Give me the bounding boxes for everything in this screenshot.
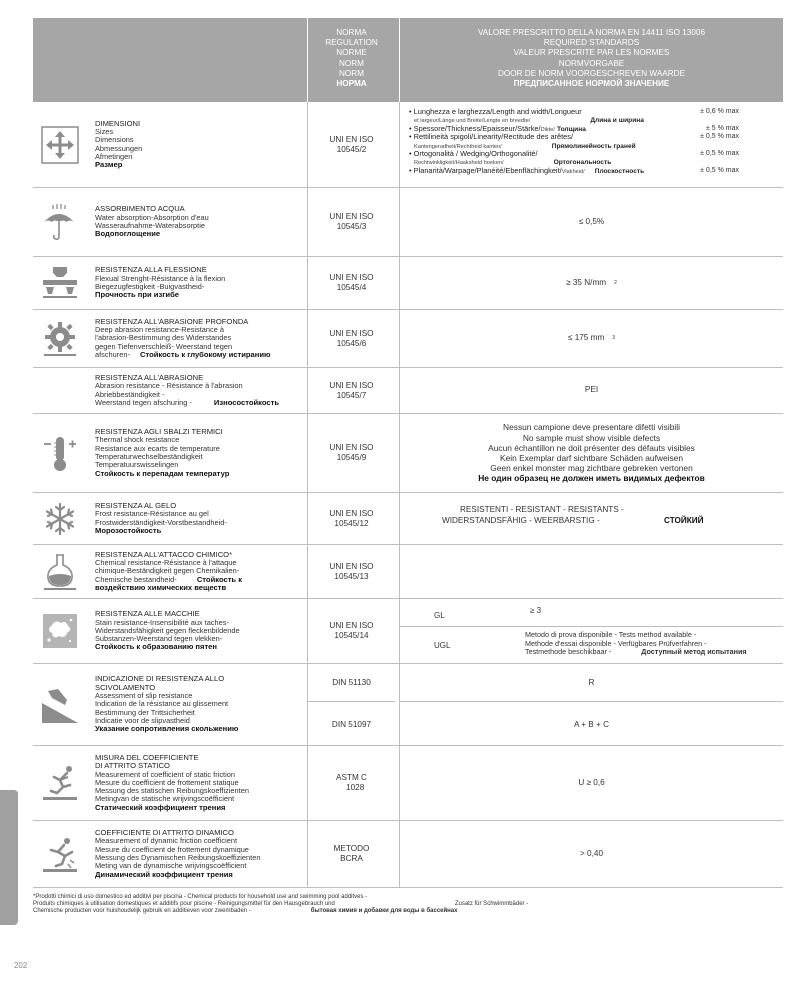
value-cell — [399, 188, 783, 256]
norm-cell — [307, 102, 395, 187]
row-title: RESISTENZA ALL'ATTACCO CHIMICO* — [95, 549, 233, 559]
value-cell — [399, 664, 783, 702]
norm-line: BCRA — [340, 854, 363, 863]
gl-value: ≥ 3 — [530, 606, 542, 615]
thermometer-icon — [40, 433, 80, 473]
tolerance-value: ± 0,5 % max — [700, 166, 739, 174]
desc-line: Chemical resistance-Résistance à l'attaque — [95, 558, 237, 568]
press-icon — [40, 263, 80, 303]
desc-line: Temperaturwechselbeständigkeit — [95, 452, 203, 461]
norm-line: UNI EN ISO — [329, 328, 374, 338]
value-cell — [399, 545, 783, 598]
value-cell — [399, 821, 783, 887]
header-value — [399, 18, 783, 102]
icon-cell — [33, 746, 87, 820]
value-text: A + B + C — [573, 719, 610, 729]
value-text: PEI — [584, 385, 599, 395]
norm-cell — [307, 664, 395, 702]
tolerance-text: • Ortogonalità / Wedging/Orthogonalité/ — [409, 148, 538, 158]
tolerance-ru: Ортогональность — [553, 159, 612, 167]
desc-line: Chemische bestandheid- — [95, 574, 177, 584]
icon-cell — [33, 599, 87, 663]
value-cell — [399, 702, 783, 746]
desc-line: SCIVOLAMENTO — [95, 682, 156, 692]
flask-icon — [40, 552, 80, 592]
desc-line: Frostwiderständigkeit-Vorstbestandheid- — [95, 517, 227, 527]
value-text: U ≥ 0,6 — [578, 777, 605, 787]
arrows-icon — [40, 125, 80, 165]
value-text: > 0,40 — [580, 848, 603, 858]
desc-line: Thermal shock resistance — [95, 435, 180, 445]
row-title: INDICAZIONE DI RESISTENZA ALLO — [95, 674, 225, 684]
stain-ugl-cell — [399, 627, 783, 664]
desc-line: Frost resistance-Résistance au gel — [95, 509, 209, 519]
tolerance-small: Dikte/ — [540, 126, 555, 133]
desc-line: Biegezugfestigkeit -Buigvastheid- — [95, 282, 205, 291]
norm-line: 10545/2 — [336, 144, 367, 154]
desc-ru: Динамический коэффициент трения — [95, 869, 233, 879]
desc-line: Dimensions — [95, 135, 134, 145]
tolerance-ru: Прямолинейность граней — [551, 142, 636, 150]
section-tab — [0, 790, 18, 925]
desc-line: Afmetingen — [95, 151, 133, 161]
norm-line: 1028 — [346, 783, 365, 792]
description — [95, 414, 305, 492]
tolerance-line — [409, 133, 739, 141]
icon-cell — [33, 310, 87, 367]
norm-line: METODO — [333, 844, 370, 853]
value-cell — [399, 414, 783, 492]
tolerance-value: ± 0,6 % max — [700, 108, 739, 115]
gl-label: GL — [434, 611, 445, 620]
icon-cell — [33, 493, 87, 544]
row-water-absorption — [33, 188, 783, 257]
description — [95, 310, 305, 367]
desc-line: Mesure du coefficient de frottement dynamique — [95, 844, 249, 854]
desc-line: Indication de la résistance au glissement — [95, 699, 229, 709]
norm-cell — [307, 545, 395, 598]
header-norm-en: REGULATION — [325, 38, 378, 48]
tolerance-line — [409, 167, 739, 175]
row-flexural-strength — [33, 257, 783, 310]
value-line: Geen enkel monster mag zichtbare gebreken vertonen — [490, 463, 693, 474]
desc-line: chimique-Beständigkeit gegen Chemikalien- — [95, 566, 240, 576]
row-title: RESISTENZA AGLI SBALZI TERMICI — [95, 427, 223, 437]
norm-cell — [307, 821, 395, 887]
desc-ru: воздействию химических веществ — [95, 582, 227, 592]
desc-line: Mesure du coefficient de frottement statique — [95, 777, 239, 787]
norm-cell — [307, 188, 395, 256]
norm-line: UNI EN ISO — [329, 273, 374, 282]
norm-cell — [307, 310, 395, 367]
umbrella-icon — [40, 202, 80, 242]
desc-ru: Прочность при изгибе — [95, 290, 179, 300]
row-chemical-resistance — [33, 545, 783, 599]
value-cell — [399, 310, 783, 367]
desc-ru: Морозостойкость — [95, 525, 162, 535]
value-line: No sample must show visible defects — [522, 432, 661, 443]
norm-line: 10545/12 — [334, 518, 369, 528]
tolerance-ru: Плоскостность — [594, 167, 645, 175]
footnote-line: Zusatz für Schwimmbäder - — [454, 901, 529, 907]
desc-line: Messung des statischen Reibungskoeffizienten — [95, 786, 249, 796]
table-header — [33, 18, 783, 102]
slope-shoe-icon — [40, 685, 80, 725]
row-slip-resistance — [33, 664, 783, 746]
snowflake-icon — [40, 499, 80, 539]
desc-line: Weerstand tegen afschuring - — [95, 397, 192, 407]
norm-line: 10545/13 — [334, 571, 369, 581]
footnote-ru: бытовая химия и добавки для воды в бассейнах — [310, 908, 458, 914]
desc-line: Assessment of slip resistance — [95, 691, 193, 701]
icon-cell — [33, 414, 87, 492]
description — [95, 188, 305, 256]
tolerance-small: Rechtwinkligkeit/Haaksheid hoeken/ — [414, 160, 504, 167]
description — [95, 493, 305, 544]
row-thermal-shock — [33, 414, 783, 493]
desc-line: Abrasion resistance - Résistance à l'abrasion — [95, 381, 243, 391]
norm-line: UNI EN ISO — [329, 508, 374, 518]
norm-line: UNI EN ISO — [329, 443, 374, 452]
desc-ru: Размер — [95, 160, 123, 170]
row-deep-abrasion — [33, 310, 783, 368]
norm-cell — [307, 414, 395, 492]
norm-line: DIN 51130 — [332, 678, 371, 687]
norm-line: DIN 51097 — [331, 719, 372, 729]
value-cell — [399, 257, 783, 309]
value-line: WIDERSTANDSFÄHIG - WEERBARSTIG - — [442, 516, 600, 525]
desc-line: Measurement of coefficient of static friction — [95, 769, 235, 779]
header-norm — [307, 18, 395, 102]
norm-cell — [307, 368, 395, 413]
row-title: RESISTENZA ALLA FLESSIONE — [95, 265, 207, 275]
value-line: Kein Exemplar darf sichtbare Schäden aufweisen — [500, 453, 683, 463]
header-value-nl: DOOR DE NORM VOORGESCHREVEN WAARDE — [497, 68, 686, 78]
tolerance-line — [409, 150, 739, 158]
icon-cell — [33, 545, 87, 598]
value-cell — [399, 493, 783, 544]
desc-line: Stain resistance-Insensibilité aux taches- — [95, 617, 229, 627]
stain-icon — [40, 611, 80, 651]
desc-ru: Стойкость к — [196, 574, 242, 584]
header-norm-fr: NORME — [336, 48, 367, 58]
norm-cell — [307, 493, 395, 544]
row-abrasion — [33, 368, 783, 414]
desc-line: DI ATTRITO STATICO — [95, 761, 170, 771]
tolerance-text: • Rettilineità spigoli/Linearity/Rectitude des arêtes/ — [409, 132, 574, 142]
value-cell — [399, 746, 783, 820]
value-text: ≤ 0,5% — [578, 216, 605, 226]
description — [95, 545, 305, 598]
desc-line: Meting van de dynamische wrijvingscoëfficient — [95, 861, 247, 871]
row-title: COEFFICIENTE DI ATTRITO DINAMICO — [95, 828, 234, 838]
footnote-line: *Prodotti chimici di uso domestico ed additivi per piscina - Chemical products for household use and swimming pool additves - — [33, 894, 368, 900]
norm-line: ASTM C — [336, 773, 367, 782]
ugl-label: UGL — [434, 641, 451, 650]
tolerance-text: • Spessore/Thickness/Epaisseur/Stärke/ — [409, 123, 541, 133]
desc-line: l'abrasion-Bestimmung des Widerstandes — [95, 333, 232, 343]
description — [95, 821, 305, 887]
norm-line: 10545/7 — [336, 390, 367, 400]
desc-line: Indicatie voor de slipvastheid — [95, 715, 190, 725]
fall-person-icon — [40, 834, 80, 874]
icon-cell — [33, 821, 87, 887]
header-value-fr: VALEUR PRESCRITE PAR LES NORMES — [513, 48, 670, 58]
row-title: RESISTENZA ALL'ABRASIONE — [95, 372, 204, 382]
norm-line: UNI EN ISO — [329, 380, 374, 390]
icon-cell — [33, 102, 87, 187]
tolerance-value: ± 0,5 % max — [700, 133, 739, 141]
description — [95, 257, 305, 309]
desc-ru: Стойкость к перепадам температур — [95, 468, 230, 478]
value-text: ≥ 35 N/mm — [566, 277, 607, 287]
value-line: RESISTENTI - RESISTANT - RESISTANTS - — [460, 505, 624, 514]
value-cell — [399, 368, 783, 413]
tolerance-value: ± 5 % max — [705, 124, 739, 132]
header-norm-it: NORMA — [336, 28, 367, 37]
norm-line: 10545/9 — [336, 453, 367, 462]
desc-line: Widerstandsfähigkeit gegen fleckenbildende — [95, 625, 240, 635]
icon-cell — [33, 664, 87, 745]
desc-line: Sizes — [95, 126, 114, 136]
tolerance-value: ± 0,5 % max — [700, 149, 739, 157]
dimension-tolerances — [409, 108, 739, 175]
tolerance-ru: Толщина — [556, 125, 586, 133]
desc-line: Measurement of dynamic friction coefficient — [95, 836, 237, 846]
desc-line: Abriebbeständigkeit - — [95, 389, 165, 399]
value-line: Testmethode beschikbaar - — [525, 647, 612, 657]
footnote-line: Chemische producten voor huishoudelijk gebruik en additieven voor zwembaden - — [33, 908, 251, 914]
row-title: RESISTENZA ALL'ABRASIONE PROFONDA — [95, 316, 249, 326]
gear-icon — [40, 319, 80, 359]
value-ru: Доступный метод испытания — [641, 647, 747, 657]
row-title: RESISTENZA ALLE MACCHIE — [95, 609, 200, 619]
row-stain-resistance — [33, 599, 783, 664]
desc-line: Temperatuurswisselingen — [95, 460, 179, 470]
description — [95, 102, 305, 187]
row-dimensions — [33, 102, 783, 188]
footnote — [33, 894, 783, 915]
desc-line: Deep abrasion resistance-Resistance à — [95, 325, 224, 335]
header-value-de: NORMVORGABE — [558, 58, 625, 68]
page-number: 202 — [14, 961, 28, 970]
norm-line: UNI EN ISO — [329, 134, 374, 144]
row-static-friction — [33, 746, 783, 821]
row-title: MISURA DEL COEFFICIENTE — [95, 752, 199, 762]
stain-gl-cell — [399, 599, 783, 627]
desc-ru: Водопоглощение — [95, 229, 161, 239]
desc-ru: Стойкость к образованию пятен — [95, 642, 217, 652]
norm-cell — [307, 702, 395, 746]
desc-line: Resistance aux ecarts de temperature — [95, 443, 220, 453]
row-frost-resistance — [33, 493, 783, 545]
desc-line: Flexual Strenght-Résistance à la flexion — [95, 273, 226, 283]
desc-line: Abmessungen — [95, 143, 143, 153]
desc-ru: Статический коэффициент трения — [95, 802, 226, 812]
tolerance-small: Vlakheid/ — [561, 168, 585, 175]
description — [95, 368, 305, 413]
desc-ru: Стойкость к глубокому истиранию — [139, 349, 271, 359]
norm-cell — [307, 257, 395, 309]
value-line: Methode d'essai disponible - Verfügbares Prüfverfahren - — [525, 638, 707, 648]
norm-cell — [307, 746, 395, 820]
norm-line: 10545/3 — [336, 222, 367, 231]
norm-line: UNI EN ISO — [329, 212, 374, 221]
header-norm-de: NORM — [338, 58, 364, 68]
row-dynamic-friction — [33, 821, 783, 888]
norm-line: 10545/6 — [336, 338, 367, 348]
value-superscript: 3 — [612, 335, 616, 342]
tolerance-small: et largeur/Länge und Breite/Lengte en breedte/ — [414, 118, 531, 125]
header-value-en: REQUIRED STANDARDS — [543, 38, 640, 48]
header-value-ru: ПРЕДПИСАННОЕ НОРМОЙ ЗНАЧЕНИЕ — [513, 79, 670, 89]
desc-line: Substanzen-Weerstand tegen vlekken- — [95, 634, 223, 644]
value-line: Metodo di prova disponibile - Tests method available - — [525, 630, 697, 639]
desc-ru: Указание сопротивления скольжению — [95, 724, 239, 734]
desc-line: Wasseraufnahme-Waterabsorptie — [95, 221, 205, 230]
row-title: RESISTENZA AL GELO — [95, 500, 177, 510]
value-ru: Не один образец не должен иметь видимых дефектов — [478, 473, 705, 484]
value-line: Aucun échantillon ne doit présenter des défauts visibles — [488, 442, 695, 453]
tolerance-small: Kantengeradheit/Rechtheid kanten/ — [414, 143, 502, 150]
tolerance-text: • Planarità/Warpage/Planéité/Ebenflächingkeit/ — [409, 165, 562, 175]
row-title: ASSORBIMENTO ACQUA — [95, 204, 185, 214]
description — [95, 599, 305, 663]
tolerance-line — [409, 108, 739, 116]
ugl-value — [525, 631, 747, 657]
header-norm-nl: NORM — [338, 68, 364, 78]
icon-cell — [33, 188, 87, 256]
desc-line: gegen Tiefenverschleiß- Weerstand tegen — [95, 341, 233, 351]
desc-line: Water absorption-Absorption d'eau — [95, 212, 209, 222]
desc-ru: Износостойкость — [213, 397, 280, 407]
norm-line: 10545/14 — [334, 631, 369, 640]
footnote-line: Produits chimiques à utilisation domestiques et additifs pour piscine - Reinigungsmittel für den Hausgebrauch und — [33, 901, 335, 907]
tolerance-text: • Lunghezza e larghezza/Length and width/Longueur — [409, 107, 582, 116]
desc-line: Bestimmung der Trittsicherheit — [95, 707, 195, 717]
desc-line: afschuren- — [95, 349, 130, 359]
tolerance-ru: Длина и ширина — [590, 117, 644, 125]
value-text: ≤ 175 mm — [567, 333, 605, 343]
description — [95, 664, 305, 745]
header-value-it: VALORE PRESCRITTO DELLA NORMA EN 14411 ISO 13006 — [477, 28, 706, 37]
value-text: R — [588, 678, 595, 687]
norm-cell — [307, 599, 395, 663]
value-line: Nessun campione deve presentare difetti visibili — [503, 422, 680, 433]
norm-line: 10545/4 — [336, 283, 367, 292]
norm-line: UNI EN ISO — [329, 621, 374, 630]
description — [95, 746, 305, 820]
icon-cell — [33, 257, 87, 309]
norm-line: UNI EN ISO — [329, 561, 374, 571]
header-norm-ru: НОРМА — [336, 79, 367, 89]
desc-line: Messung des Dynamischen Reibungskoeffizienten — [95, 853, 261, 862]
row-title: DIMENSIONI — [95, 118, 141, 128]
value-ru: СТОЙКИЙ — [664, 516, 704, 525]
desc-line: Metingvan de statische wrijvingscoëfficient — [95, 794, 235, 804]
value-superscript: 2 — [614, 279, 617, 286]
slip-person-icon — [40, 763, 80, 803]
